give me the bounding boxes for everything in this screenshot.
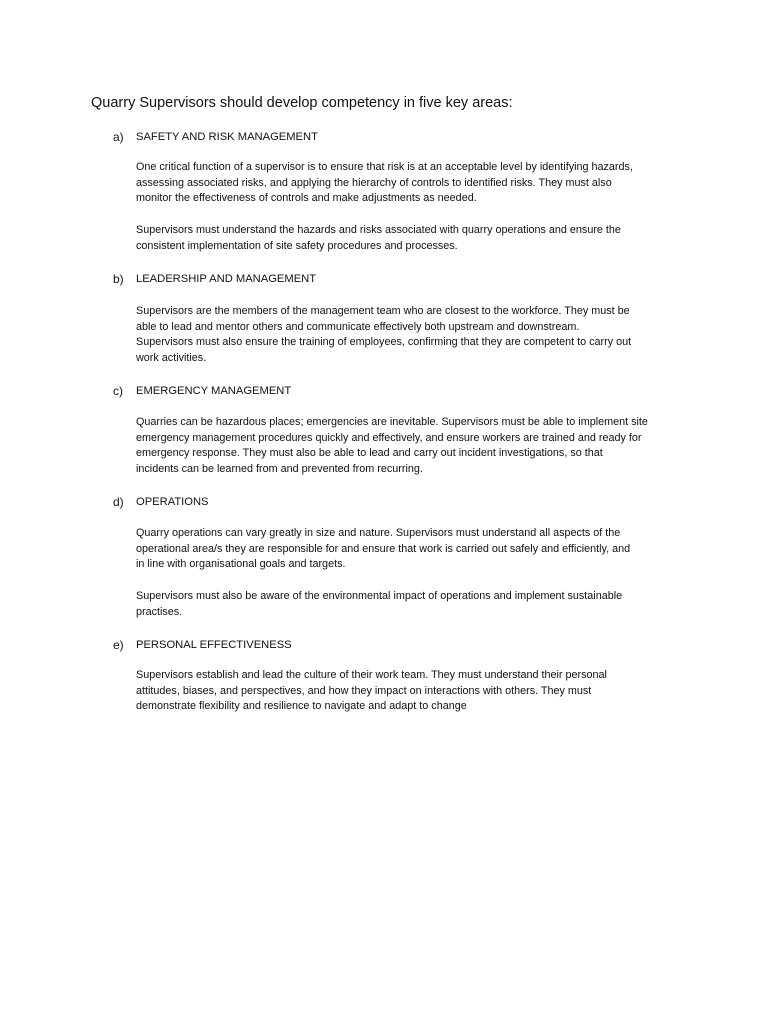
- list-marker-a: a): [113, 130, 124, 144]
- section-heading-emergency: EMERGENCY MANAGEMENT: [136, 385, 292, 397]
- paragraph-line: emergency management procedures quickly and effectively, and ensure workers are trained and ready for: [136, 431, 642, 444]
- list-marker-e: e): [113, 638, 124, 652]
- list-marker-d: d): [113, 495, 124, 509]
- paragraph-line: emergency response. They must also be able to lead and carry out incident investigations, so that: [136, 447, 603, 459]
- section-heading-operations: OPERATIONS: [136, 496, 209, 508]
- paragraph-line: in line with organisational goals and targets.: [136, 558, 346, 570]
- paragraph-line: consistent implementation of site safety procedures and processes.: [136, 239, 458, 252]
- paragraph-line: monitor the effectiveness of controls and make adjustments as needed.: [136, 192, 477, 204]
- section-heading-leadership: LEADERSHIP AND MANAGEMENT: [136, 273, 317, 285]
- list-marker-c: c): [113, 384, 123, 398]
- paragraph-line: demonstrate flexibility and resilience to navigate and adapt to change: [136, 700, 467, 712]
- section-heading-personal-effectiveness: PERSONAL EFFECTIVENESS: [136, 639, 292, 651]
- section-paragraph: [136, 160, 696, 207]
- paragraph-line: assessing associated risks, and applying the hierarchy of controls to identified risks. They must also: [136, 176, 612, 189]
- paragraph-line: Supervisors establish and lead the culture of their work team. They must understand their personal: [136, 669, 607, 681]
- paragraph-line: Supervisors must understand the hazards and risks associated with quarry operations and ensure the: [136, 224, 621, 236]
- paragraph-line: Supervisors must also be aware of the environmental impact of operations and implement sustainable: [136, 590, 623, 602]
- section-paragraph: [136, 526, 696, 573]
- section-paragraph: [136, 589, 696, 620]
- paragraph-line: Supervisors are the members of the management team who are closest to the workforce. They must be: [136, 305, 630, 317]
- paragraph-line: attitudes, biases, and perspectives, and how they impact on interactions with others. They must: [136, 684, 592, 697]
- section-paragraph: [136, 415, 696, 477]
- section-paragraph: [136, 223, 696, 254]
- paragraph-line: Quarries can be hazardous places; emergencies are inevitable. Supervisors must be able to implement site: [136, 416, 648, 428]
- section-paragraph: [136, 304, 696, 366]
- section-heading-safety-and-risk: SAFETY AND RISK MANAGEMENT: [136, 131, 318, 143]
- paragraph-line: practises.: [136, 605, 183, 618]
- paragraph-line: able to lead and mentor others and communicate effectively both upstream and downstream.: [136, 320, 580, 333]
- paragraph-line: operational area/s they are responsible for and ensure that work is carried out safely and efficiently, and: [136, 542, 631, 555]
- paragraph-line: work activities.: [136, 351, 207, 364]
- paragraph-line: Quarry operations can vary greatly in size and nature. Supervisors must understand all aspects of the: [136, 527, 621, 539]
- paragraph-line: Supervisors must also ensure the training of employees, confirming that they are competent to carry out: [136, 336, 632, 348]
- page-title: Quarry Supervisors should develop competency in five key areas:: [91, 95, 513, 111]
- paragraph-line: One critical function of a supervisor is to ensure that risk is at an acceptable level by identifying hazards,: [136, 161, 633, 173]
- list-marker-b: b): [113, 272, 124, 286]
- paragraph-line: incidents can be learned from and prevented from recurring.: [136, 462, 423, 475]
- section-paragraph: [136, 668, 696, 715]
